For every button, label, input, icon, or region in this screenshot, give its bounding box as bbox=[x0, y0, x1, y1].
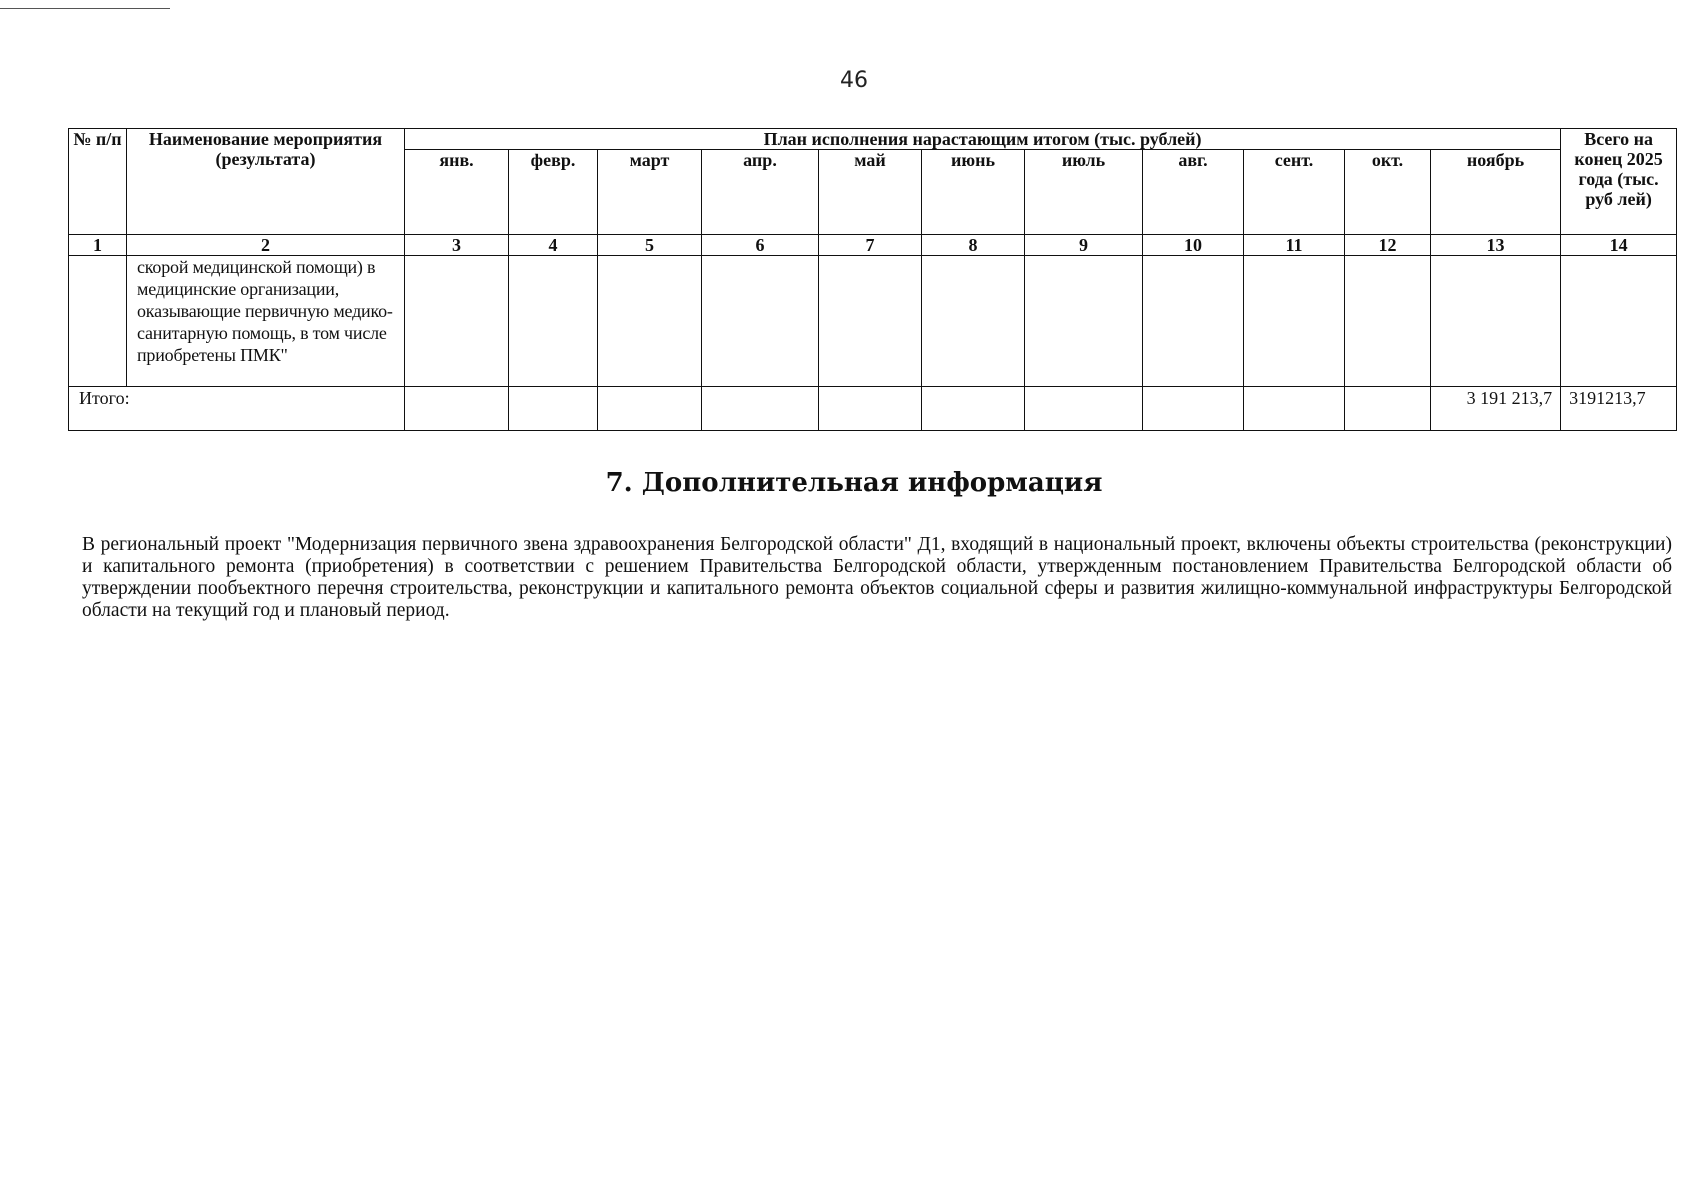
column-number: 3 bbox=[405, 235, 509, 256]
header-month: июль bbox=[1025, 150, 1143, 235]
header-name: Наименование мероприятия (результата) bbox=[127, 129, 405, 235]
section-body: В региональный проект "Модернизация первичного звена здравоохранения Белгородской области" Д1, входящий в национальный проект, включены объекты строительства (реконструкции) и капитального ремонта (приобретения) в соответствии с решением Правительства Белгородской области, утвержденным постановлением Правительства Белгородской области об утверждении пообъектного перечня строительства, реконструкции и капитального ремонта объектов социальной сферы и развития жилищно-коммунальной инфраструктуры Белгородской области на текущий год и плановый период. bbox=[82, 534, 1672, 621]
totals-month-value bbox=[405, 387, 509, 431]
section-title: 7. Дополнительная информация bbox=[605, 468, 1103, 498]
plan-table bbox=[68, 128, 1677, 431]
totals-month-value bbox=[1345, 387, 1431, 431]
totals-month-value: 3 191 213,7 bbox=[1431, 387, 1561, 431]
column-number: 9 bbox=[1025, 235, 1143, 256]
header-month: апр. bbox=[702, 150, 819, 235]
header-month: окт. bbox=[1345, 150, 1431, 235]
totals-label: Итого: bbox=[69, 387, 405, 431]
column-number: 1 bbox=[69, 235, 127, 256]
totals-month-value bbox=[922, 387, 1025, 431]
row-total-value bbox=[1561, 256, 1677, 387]
column-number: 2 bbox=[127, 235, 405, 256]
header-month: май bbox=[819, 150, 922, 235]
header-num: № п/п bbox=[69, 129, 127, 235]
row-month-value bbox=[1244, 256, 1345, 387]
totals-month-value bbox=[598, 387, 702, 431]
header-total: Всего на конец 2025 года (тыс. руб лей) bbox=[1561, 129, 1677, 235]
totals-month-value bbox=[1025, 387, 1143, 431]
totals-month-value bbox=[1244, 387, 1345, 431]
row-month-value bbox=[1345, 256, 1431, 387]
column-number: 14 bbox=[1561, 235, 1677, 256]
row-month-value bbox=[1143, 256, 1244, 387]
column-number: 6 bbox=[702, 235, 819, 256]
corner-rule bbox=[0, 8, 170, 9]
header-row-1 bbox=[69, 129, 1677, 150]
header-month: янв. bbox=[405, 150, 509, 235]
row-month-value bbox=[702, 256, 819, 387]
header-month: март bbox=[598, 150, 702, 235]
column-number: 7 bbox=[819, 235, 922, 256]
column-number: 10 bbox=[1143, 235, 1244, 256]
totals-month-value bbox=[702, 387, 819, 431]
totals-grand-total: 3191213,7 bbox=[1561, 387, 1677, 431]
column-number: 11 bbox=[1244, 235, 1345, 256]
totals-row bbox=[69, 387, 1677, 431]
row-num bbox=[69, 256, 127, 387]
row-month-value bbox=[509, 256, 598, 387]
row-month-value bbox=[1431, 256, 1561, 387]
column-number: 12 bbox=[1345, 235, 1431, 256]
header-plan: План исполнения нарастающим итогом (тыс. рублей) bbox=[405, 129, 1561, 150]
row-month-value bbox=[405, 256, 509, 387]
row-name: скорой медицинской помощи) в медицинские организации, оказывающие первичную медико-санитарную помощь, в том числе приобретены ПМК" bbox=[127, 256, 405, 387]
column-number: 8 bbox=[922, 235, 1025, 256]
page-number: 46 bbox=[840, 68, 868, 93]
header-month: сент. bbox=[1244, 150, 1345, 235]
row-month-value bbox=[1025, 256, 1143, 387]
row-month-value bbox=[598, 256, 702, 387]
table-row bbox=[69, 256, 1677, 387]
column-number: 4 bbox=[509, 235, 598, 256]
header-month: авг. bbox=[1143, 150, 1244, 235]
column-number-row bbox=[69, 235, 1677, 256]
column-number: 5 bbox=[598, 235, 702, 256]
totals-month-value bbox=[1143, 387, 1244, 431]
header-month: февр. bbox=[509, 150, 598, 235]
header-month: ноябрь bbox=[1431, 150, 1561, 235]
header-month: июнь bbox=[922, 150, 1025, 235]
row-month-value bbox=[819, 256, 922, 387]
column-number: 13 bbox=[1431, 235, 1561, 256]
totals-month-value bbox=[509, 387, 598, 431]
totals-month-value bbox=[819, 387, 922, 431]
row-month-value bbox=[922, 256, 1025, 387]
